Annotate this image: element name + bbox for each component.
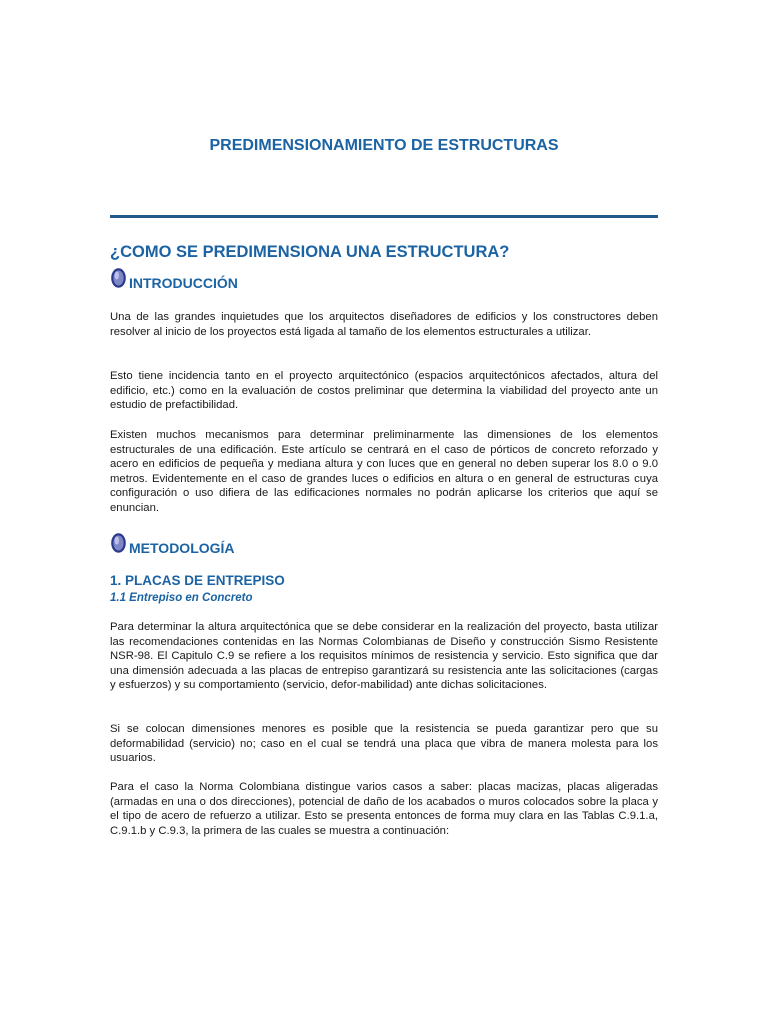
subsubsection-heading: 1.1 Entrepiso en Concreto bbox=[110, 592, 253, 604]
section-label: INTRODUCCIÓN bbox=[129, 275, 238, 291]
subsection-heading: 1. PLACAS DE ENTREPISO bbox=[110, 573, 285, 588]
section-label: METODOLOGÍA bbox=[129, 540, 235, 556]
section-heading-metodologia bbox=[110, 532, 235, 556]
paragraph: Esto tiene incidencia tanto en el proyecto arquitectónico (espacios arquitectónicos afectados, altura del edificio, etc.) como en la evaluación de costos preliminar que determina la viabilidad del proyecto ante un estudio de prefactibilidad. bbox=[110, 370, 658, 412]
paragraph: Existen muchos mecanismos para determinar preliminarmente las dimensiones de los elementos estructurales de una edificación. Este artículo se centrará en el caso de pórticos de concreto reforzado y acero en edificios de pequeña y mediana altura y con luces que en general no deben superar los 8.0 o 9.0 metros. Evidentemente en el caso de grandes luces o edificios en altura o en general de estructuras cuya configuración o uso difiera de las edificaciones normales no podrán aplicarse los criterios que aquí se enuncian. bbox=[110, 429, 658, 514]
title-divider bbox=[110, 215, 658, 218]
main-heading: ¿COMO SE PREDIMENSIONA UNA ESTRUCTURA? bbox=[110, 243, 510, 261]
document-title: PREDIMENSIONAMIENTO DE ESTRUCTURAS bbox=[209, 137, 559, 154]
paragraph: Una de las grandes inquietudes que los arquitectos diseñadores de edificios y los constructores deben resolver al inicio de los proyectos está ligada al tamaño de los elementos estructurales a utilizar. bbox=[110, 311, 658, 338]
oval-bullet-icon bbox=[110, 267, 127, 291]
paragraph: Para determinar la altura arquitectónica que se debe considerar en la realización del proyecto, basta utilizar las recomendaciones contenidas en las Normas Colombianas de Diseño y construcción Sismo Resistente NSR-98. El Capitulo C.9 se refiere a los requisitos mínimos de resistencia y servicio. Esto significa que dar una dimensión adecuada a las placas de entrepiso garantizará su resistencia ante las solicitaciones (cargas y esfuerzos) y su comportamiento (servicio, defor-mabilidad) ante dichas solicitaciones. bbox=[110, 621, 658, 692]
paragraph: Si se colocan dimensiones menores es posible que la resistencia se pueda garantizar pero que su deformabilidad (servicio) no; caso en el cual se tendrá una placa que vibra de manera molesta para los usuarios. bbox=[110, 723, 658, 765]
paragraph: Para el caso la Norma Colombiana distingue varios casos a saber: placas macizas, placas aligeradas (armadas en una o dos direcciones), potencial de daño de los acabados o muros colocados sobre la placa y el tipo de acero de refuerzo a utilizar. Esto se presenta entonces de forma muy clara en las Tablas C.9.1.a, C.9.1.b y C.9.3, la primera de las cuales se muestra a continuación: bbox=[110, 781, 658, 837]
oval-bullet-icon bbox=[110, 532, 127, 556]
section-heading-introduccion bbox=[110, 267, 238, 291]
